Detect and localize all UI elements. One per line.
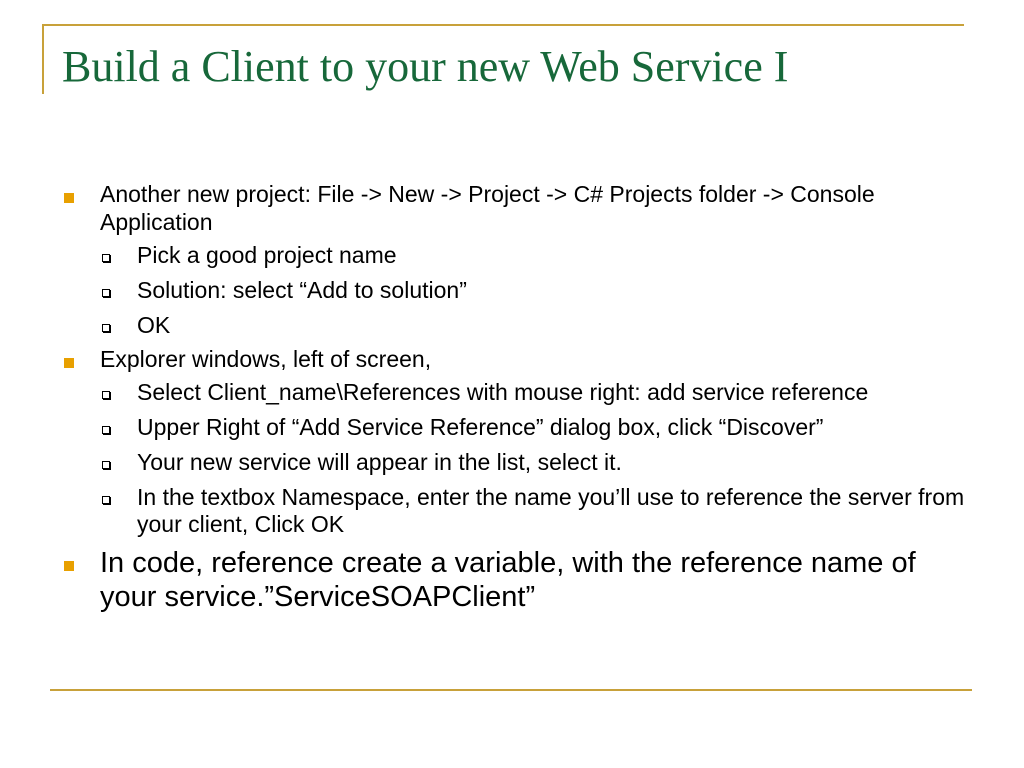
square-bullet-icon xyxy=(64,193,74,203)
bullet-item xyxy=(62,345,972,373)
square-bullet-icon xyxy=(64,561,74,571)
slide-title: Build a Client to your new Web Service I xyxy=(62,42,789,91)
bullet-text: In code, reference create a variable, with the reference name of your service.”ServiceSOAPClient” xyxy=(100,547,916,613)
sub-bullet-text: In the textbox Namespace, enter the name you’ll use to reference the server from your client, Click OK xyxy=(137,484,965,537)
hollow-square-bullet-icon xyxy=(102,496,110,504)
hollow-square-bullet-icon xyxy=(102,391,110,399)
sub-bullet-text: Your new service will appear in the list, select it. xyxy=(137,449,622,475)
bottom-rule xyxy=(50,689,972,691)
left-rule xyxy=(42,24,44,94)
sub-bullet-text: OK xyxy=(137,312,171,338)
bullet-text: Another new project: File -> New -> Project -> C# Projects folder -> Console Application xyxy=(100,181,875,235)
bullet-item xyxy=(62,180,972,236)
sub-bullet-item xyxy=(62,242,972,269)
sub-bullet-item xyxy=(62,277,972,304)
top-rule xyxy=(42,24,964,26)
sub-bullet-item xyxy=(62,312,972,339)
bullet-item xyxy=(62,546,972,614)
square-bullet-icon xyxy=(64,358,74,368)
hollow-square-bullet-icon xyxy=(102,426,110,434)
sub-bullet-text: Pick a good project name xyxy=(137,242,397,268)
sub-bullet-item xyxy=(62,414,972,441)
sub-bullet-text: Upper Right of “Add Service Reference” dialog box, click “Discover” xyxy=(137,414,824,440)
hollow-square-bullet-icon xyxy=(102,254,110,262)
sub-bullet-item xyxy=(62,379,972,406)
bullet-text: Explorer windows, left of screen, xyxy=(100,346,432,372)
hollow-square-bullet-icon xyxy=(102,461,110,469)
sub-bullet-text: Select Client_name\References with mouse right: add service reference xyxy=(137,379,869,405)
hollow-square-bullet-icon xyxy=(102,289,110,297)
sub-bullet-text: Solution: select “Add to solution” xyxy=(137,277,467,303)
sub-bullet-item xyxy=(62,484,972,538)
hollow-square-bullet-icon xyxy=(102,324,110,332)
slide-body xyxy=(62,180,972,614)
sub-bullet-item xyxy=(62,449,972,476)
